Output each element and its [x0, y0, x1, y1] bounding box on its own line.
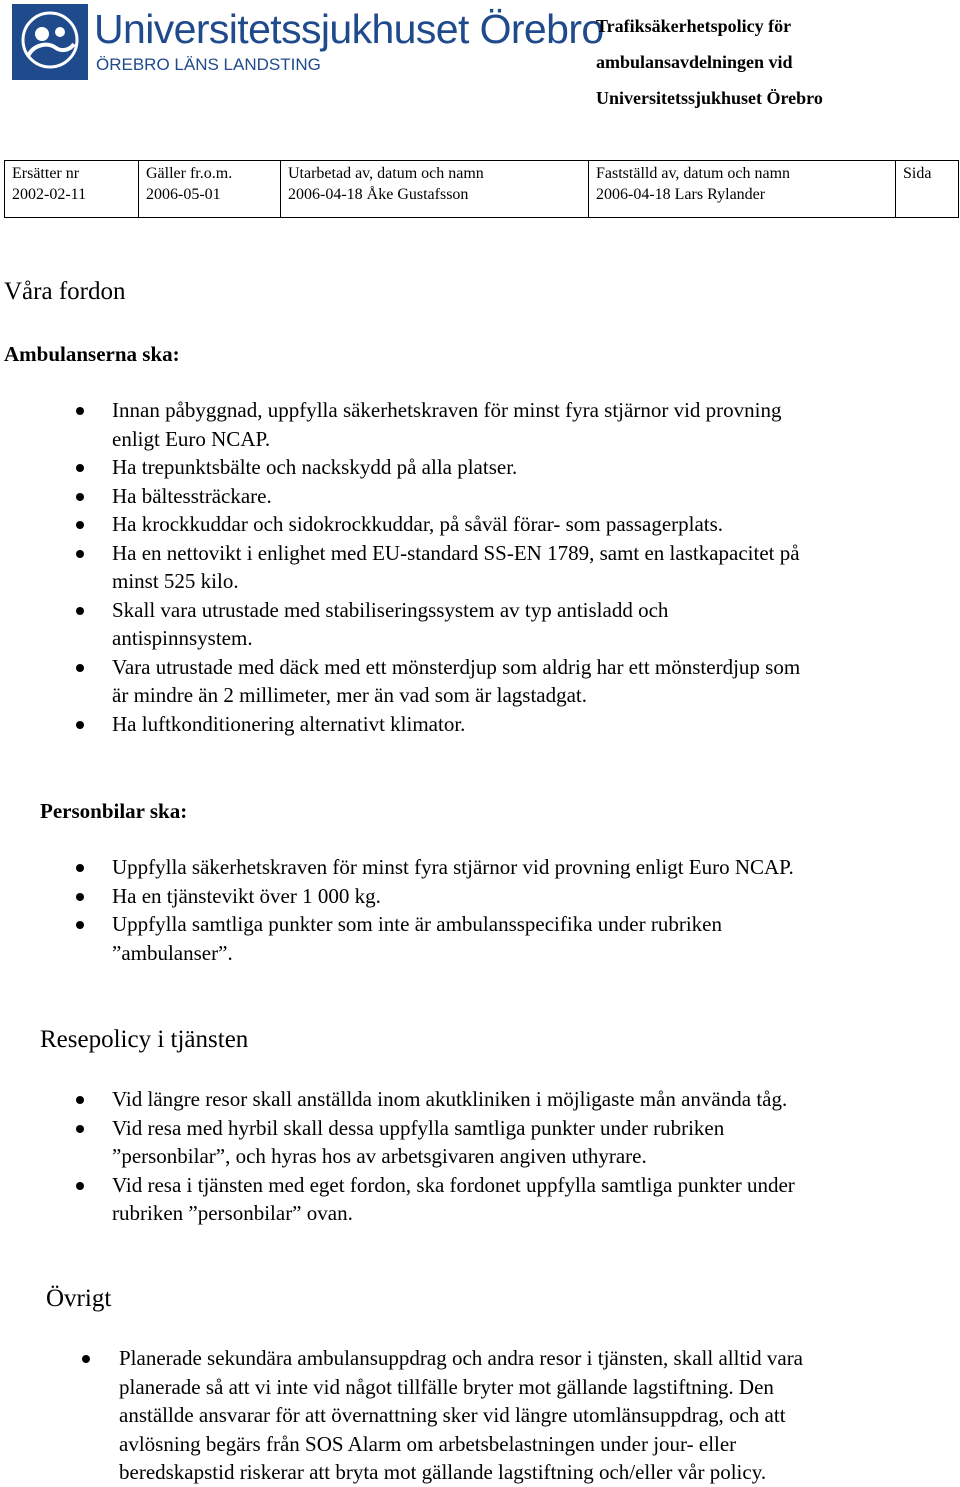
- bullet-icon: [82, 1355, 90, 1363]
- list-item-line: Vid längre resor skall anställda inom akutkliniken i möjligaste mån använda tåg.: [112, 1087, 788, 1111]
- list-item: [76, 910, 936, 967]
- bullet-icon: [76, 521, 84, 529]
- list-item-line: Uppfylla säkerhetskraven för minst fyra stjärnor vid provning enligt Euro NCAP.: [112, 855, 794, 879]
- meta-value: 2002-02-11: [12, 186, 87, 203]
- list-item-line: Vid resa i tjänsten med eget fordon, ska fordonet uppfylla samtliga punkter under: [112, 1172, 795, 1197]
- list-item-line: Innan påbyggnad, uppfylla säkerhetskraven för minst fyra stjärnor vid provning: [112, 398, 782, 422]
- hospital-logo: [12, 4, 604, 80]
- bullet-icon: [76, 921, 84, 929]
- bullet-icon: [76, 1182, 84, 1190]
- list-item: [76, 710, 936, 739]
- list-item: [76, 853, 936, 882]
- list-item: [76, 482, 936, 511]
- list-item-line: Vara utrustade med däck med ett mönsterdjup som aldrig har ett mönsterdjup som: [112, 654, 801, 679]
- meta-label: Ersätter nr: [12, 165, 80, 182]
- document-title-line: Trafiksäkerhetspolicy för: [596, 16, 792, 36]
- list-item-line: Skall vara utrustade med stabiliseringssystem av typ antisladd och: [112, 597, 669, 622]
- list-item-line: minst 525 kilo.: [112, 569, 239, 593]
- bullet-icon: [76, 607, 84, 615]
- list-item-line: beredskapstid riskerar att bryta mot gällande lagstiftning och/eller vår policy.: [119, 1460, 767, 1484]
- list-item: [76, 653, 936, 710]
- list-item-line: anställde ansvarar för att övernattning sker vid längre utomlänsuppdrag, och att: [119, 1403, 786, 1427]
- bullet-icon: [76, 407, 84, 415]
- other-list: [82, 1344, 942, 1487]
- list-item-line: Vid resa med hyrbil skall dessa uppfylla samtliga punkter under rubriken: [112, 1115, 725, 1140]
- list-item-line: enligt Euro NCAP.: [112, 426, 271, 451]
- list-item-line: Ha krockkuddar och sidokrockkuddar, på såväl förar- som passagerplats.: [112, 512, 724, 536]
- list-item: [76, 539, 936, 596]
- bullet-icon: [76, 893, 84, 901]
- bullet-icon: [76, 721, 84, 729]
- list-item-line: Ha trepunktsbälte och nackskydd på alla platser.: [112, 455, 518, 479]
- meta-value: 2006-05-01: [146, 186, 221, 203]
- list-item: [76, 596, 936, 653]
- list-item-line: ”personbilar”, och hyras hos av arbetsgivaren angiven uthyrare.: [112, 1144, 647, 1168]
- list-item-line: Ha en nettovikt i enlighet med EU-standard SS-EN 1789, samt en lastkapacitet på: [112, 540, 800, 565]
- travel-policy-list: [76, 1085, 936, 1228]
- list-item-line: rubriken ”personbilar” ovan.: [112, 1201, 353, 1225]
- section-heading-resepolicy: Resepolicy i tjänsten: [40, 1026, 249, 1053]
- list-item: [76, 453, 936, 482]
- ambulance-requirements-list: [76, 396, 936, 738]
- bullet-icon: [76, 493, 84, 501]
- bullet-icon: [76, 1125, 84, 1133]
- meta-label: Sida: [903, 165, 932, 182]
- meta-label: Fastställd av, datum och namn: [596, 165, 791, 182]
- section-heading-vara-fordon: Våra fordon: [4, 278, 126, 305]
- subheading-personbilar: Personbilar ska:: [40, 799, 188, 823]
- list-item: [76, 1085, 936, 1114]
- bullet-icon: [76, 464, 84, 472]
- car-requirements-list: [76, 853, 936, 967]
- meta-label: Gäller fr.o.m.: [146, 165, 233, 182]
- list-item-line: Ha luftkonditionering alternativt klimator.: [112, 711, 466, 736]
- bullet-icon: [76, 664, 84, 672]
- subheading-ambulanser: Ambulanserna ska:: [4, 342, 180, 366]
- logo-emblem-icon: [12, 4, 88, 80]
- meta-cell-replaces: [5, 161, 139, 218]
- list-item-line: Planerade sekundära ambulansuppdrag och andra resor i tjänsten, skall alltid vara: [119, 1346, 804, 1370]
- meta-cell-page: [896, 161, 959, 218]
- list-item-line: antispinnsystem.: [112, 626, 253, 650]
- meta-cell-valid-from: [139, 161, 281, 218]
- document-title: [596, 8, 946, 116]
- meta-cell-approved-by: [589, 161, 896, 218]
- logo-name: Universitetssjukhuset Örebro: [94, 6, 604, 52]
- section-heading-ovrigt: Övrigt: [46, 1285, 112, 1312]
- list-item-line: Ha en tjänstevikt över 1 000 kg.: [112, 883, 381, 908]
- list-item-line: avlösning begärs från SOS Alarm om arbetsbelastningen under jour- eller: [119, 1431, 737, 1456]
- list-item: [82, 1344, 942, 1487]
- document-meta-table: [4, 160, 959, 218]
- meta-value: 2006-04-18 Lars Rylander: [596, 186, 766, 203]
- bullet-icon: [76, 1096, 84, 1104]
- list-item-line: är mindre än 2 millimeter, mer än vad som är lagstadgat.: [112, 683, 588, 707]
- list-item-line: planerade så att vi inte vid något tillfälle bryter mot gällande lagstiftning. Den: [119, 1374, 774, 1399]
- bullet-icon: [76, 864, 84, 872]
- list-item: [76, 882, 936, 911]
- list-item: [76, 510, 936, 539]
- meta-cell-prepared-by: [281, 161, 589, 218]
- list-item: [76, 1114, 936, 1171]
- list-item-line: Uppfylla samtliga punkter som inte är ambulansspecifika under rubriken: [112, 912, 722, 936]
- list-item: [76, 396, 936, 453]
- list-item-line: ”ambulanser”.: [112, 940, 233, 965]
- document-title-line: ambulansavdelningen vid: [596, 52, 793, 72]
- meta-label: Utarbetad av, datum och namn: [288, 165, 484, 182]
- list-item-line: Ha bältessträckare.: [112, 483, 272, 508]
- list-item: [76, 1171, 936, 1228]
- document-title-line: Universitetssjukhuset Örebro: [596, 88, 823, 108]
- bullet-icon: [76, 550, 84, 558]
- logo-subtitle: ÖREBRO LÄNS LANDSTING: [96, 55, 321, 74]
- meta-value: 2006-04-18 Åke Gustafsson: [288, 186, 469, 203]
